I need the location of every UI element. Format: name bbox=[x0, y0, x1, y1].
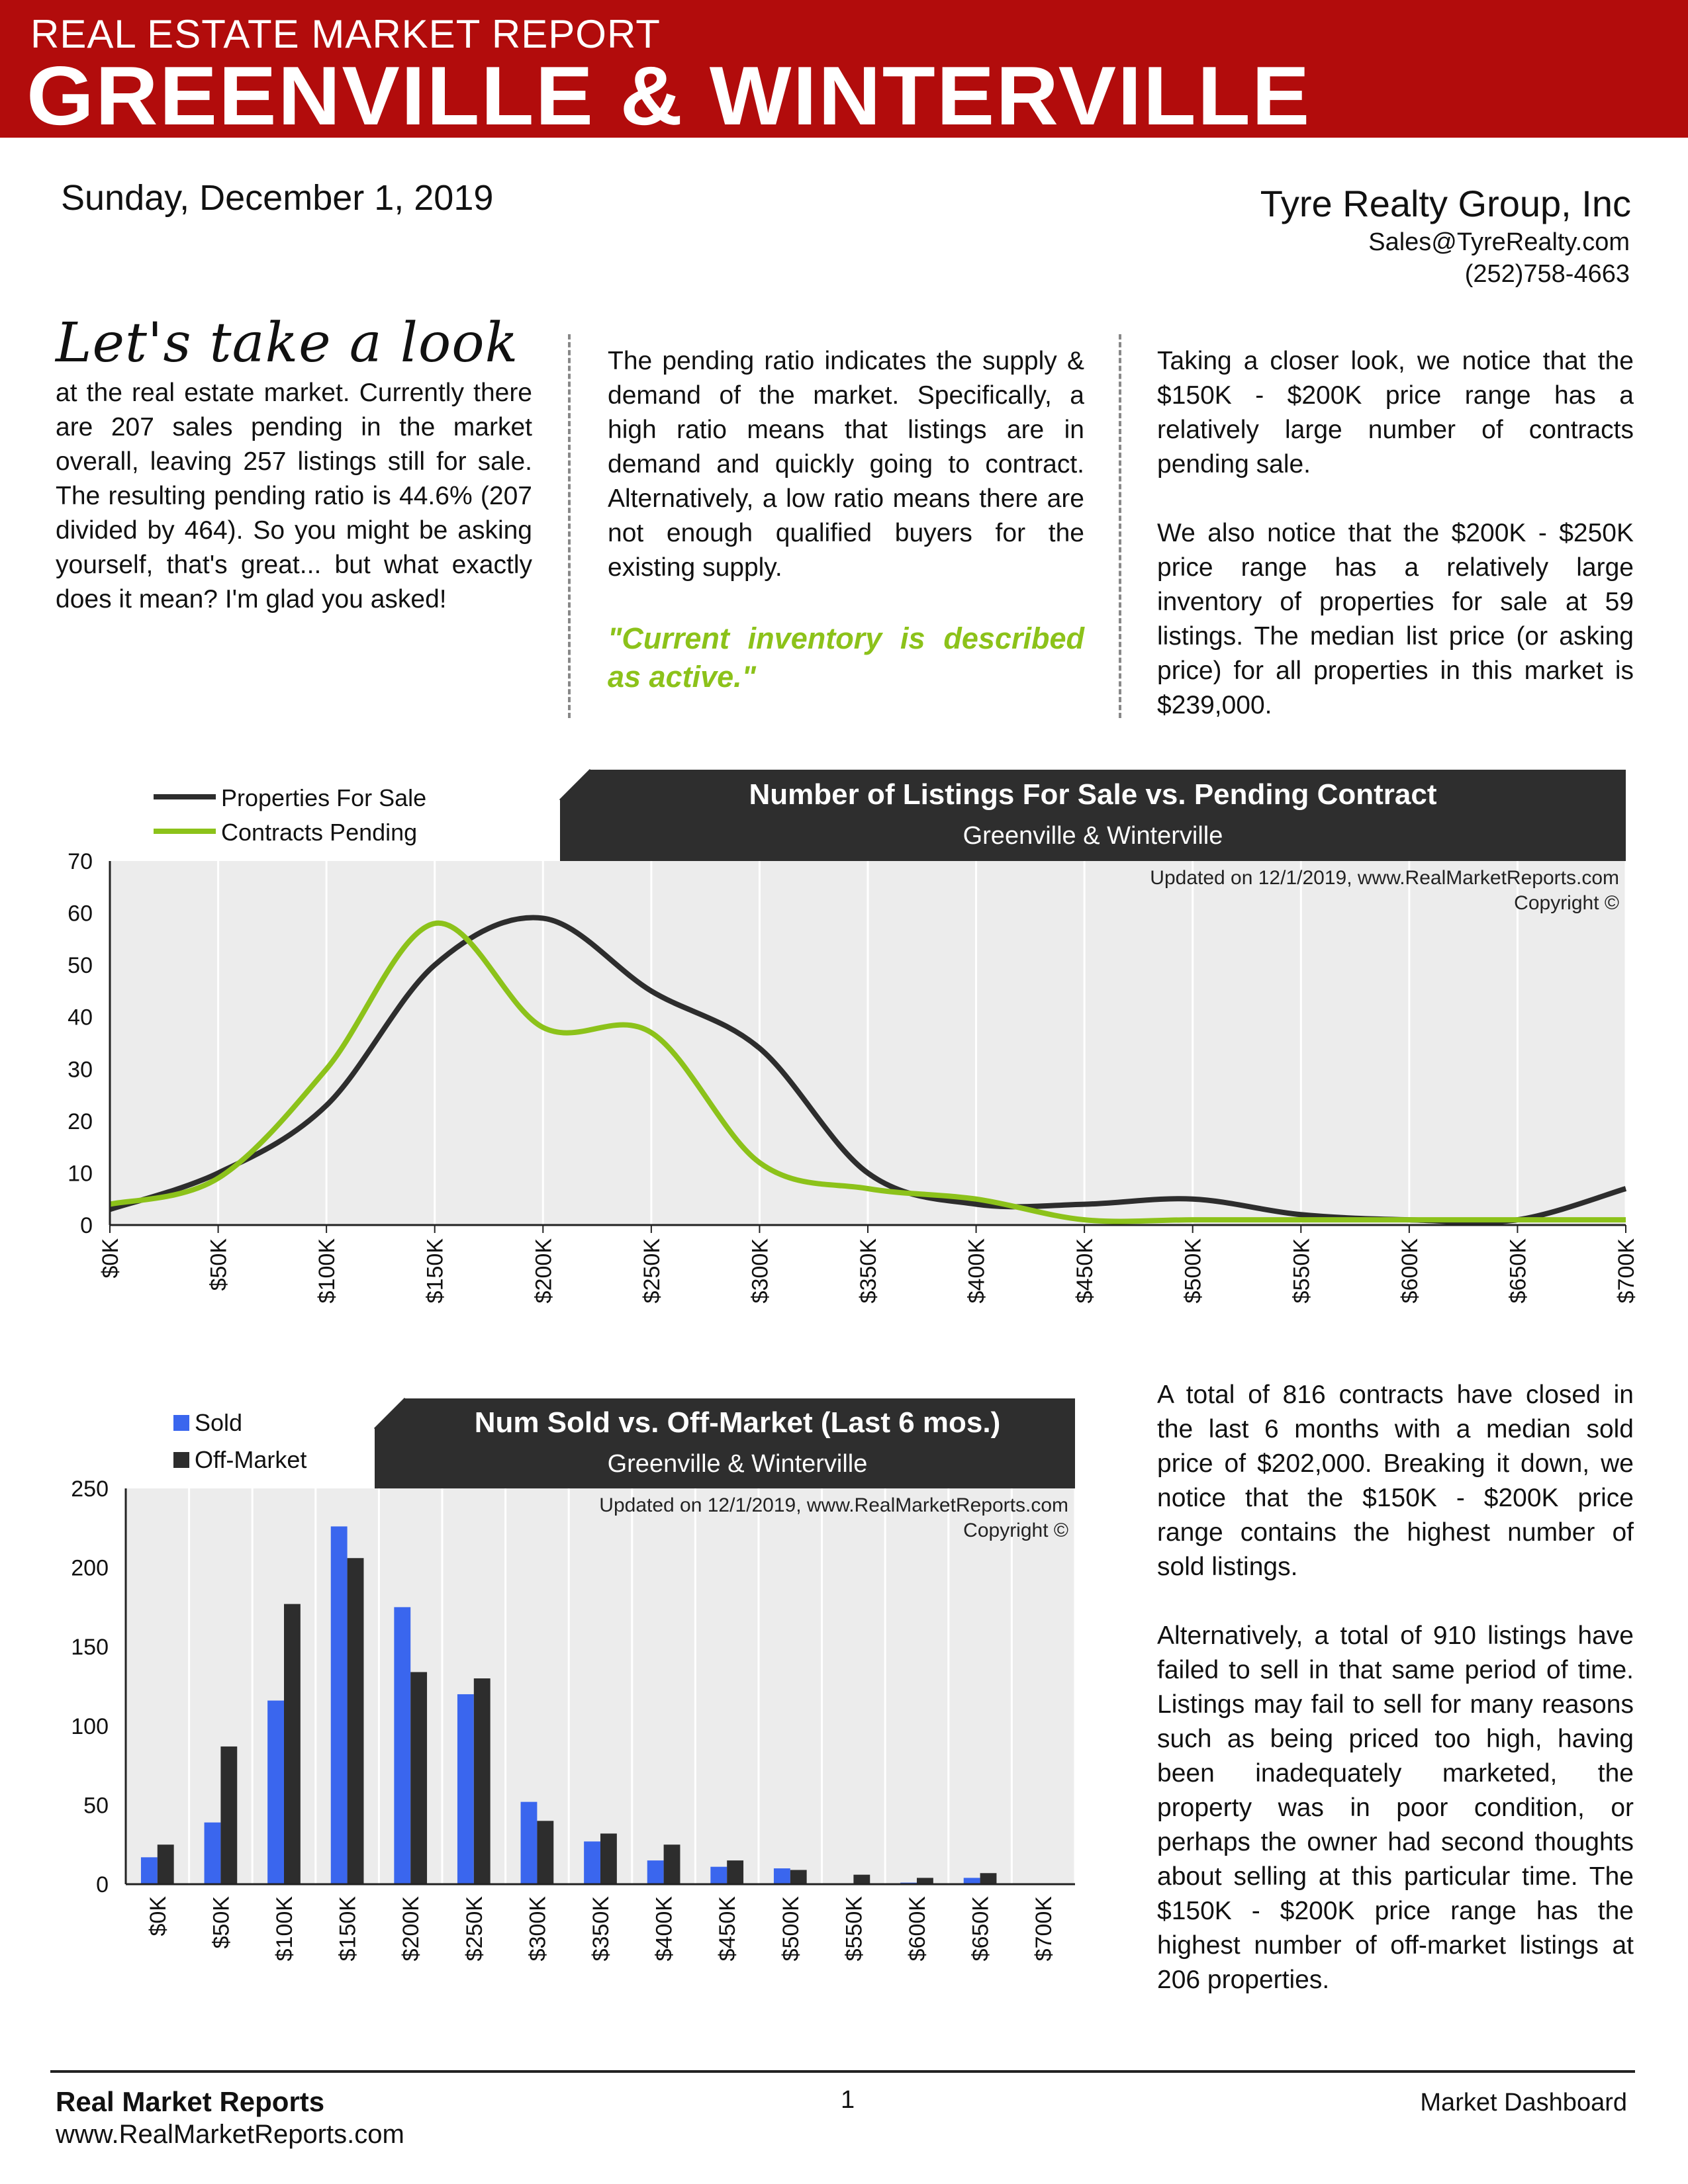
bar-sold bbox=[774, 1868, 790, 1884]
bar-sold bbox=[521, 1802, 538, 1884]
y-tick-label: 40 bbox=[68, 1005, 93, 1030]
bar-chart-copyright: Copyright © bbox=[963, 1520, 1068, 1541]
closer-look-p2: We also notice that the $200K - $250K price range has a relatively large inventory of properties for sale at 59 listings. The median list price (or asking price) for all properties in this market is $239,000. bbox=[1157, 519, 1634, 719]
line-chart-x-axis bbox=[98, 1225, 1639, 1303]
bar-off-market bbox=[853, 1875, 870, 1884]
sold-summary-p2: Alternatively, a total of 910 listings have failed to sell in that same period of time. Listings may fail to sell for many reasons such as being priced too high, having been inadequately marketed, the property was in poor condition, or perhaps the owner had second thoughts about selling at this particular time. The $150K - $200K price range has the highest number of off-market listings at 206 properties. bbox=[1157, 1621, 1634, 1994]
bar-chart-legend bbox=[173, 1409, 306, 1473]
y-tick-label: 250 bbox=[71, 1477, 109, 1502]
sold-vs-off-market-chart bbox=[0, 1383, 1099, 2012]
company-email: Sales@TyreRealty.com bbox=[1368, 228, 1630, 256]
intro-body: at the real estate market. Currently there are 207 sales pending in the market overall, leaving 257 listings still for sale. The resulting pending ratio is 44.6% (207 divided by 464). So you might be asking yourself, that's great... but what exactly does it mean? I'm glad you asked! bbox=[56, 379, 532, 614]
legend-label-for-sale: Properties For Sale bbox=[221, 784, 427, 811]
x-tick-label: $0K bbox=[145, 1896, 171, 1936]
x-tick-label: $550K bbox=[1289, 1238, 1315, 1304]
pending-ratio-column bbox=[608, 344, 1084, 696]
legend-label-off-market: Off-Market bbox=[195, 1446, 307, 1473]
listings-vs-pending-chart bbox=[0, 754, 1688, 1350]
page-number: 1 bbox=[841, 2086, 855, 2114]
bar-chart-x-axis bbox=[146, 1896, 1056, 1962]
bar-off-market bbox=[537, 1821, 553, 1884]
sold-summary-p1: A total of 816 contracts have closed in the last 6 months with a median sold price of $202,000. Breaking it down, we notice that the $150K - $200K price range contains the highest number of sold listings. bbox=[1157, 1381, 1634, 1581]
y-tick-label: 100 bbox=[71, 1713, 109, 1739]
bar-sold bbox=[141, 1857, 158, 1884]
x-tick-label: $550K bbox=[841, 1896, 867, 1962]
x-tick-label: $650K bbox=[968, 1896, 994, 1962]
footer-section-label: Market Dashboard bbox=[1420, 2089, 1627, 2116]
line-chart-subtitle: Greenville & Winterville bbox=[962, 822, 1223, 850]
x-tick-label: $100K bbox=[314, 1238, 340, 1304]
report-city-title: GREENVILLE & WINTERVILLE bbox=[26, 49, 1311, 142]
footer-url: www.RealMarketReports.com bbox=[56, 2120, 404, 2149]
bar-off-market bbox=[410, 1672, 427, 1884]
footer-brand: Real Market Reports bbox=[56, 2086, 325, 2117]
x-tick-label: $650K bbox=[1505, 1238, 1531, 1304]
sold-summary-column bbox=[1157, 1378, 1634, 1997]
line-chart-copyright: Copyright © bbox=[1514, 892, 1619, 914]
y-tick-label: 20 bbox=[68, 1109, 93, 1134]
bar-sold bbox=[584, 1841, 600, 1884]
y-tick-label: 70 bbox=[68, 849, 93, 874]
closer-look-p1: Taking a closer look, we notice that the $150K - $200K price range has a relatively large number of contracts pending sale. bbox=[1157, 347, 1634, 478]
bar-chart-y-axis bbox=[71, 1477, 109, 1897]
x-tick-label: $250K bbox=[639, 1238, 665, 1304]
x-tick-label: $450K bbox=[1072, 1238, 1098, 1304]
line-chart-y-axis bbox=[68, 849, 93, 1238]
x-tick-label: $150K bbox=[335, 1896, 361, 1962]
legend-label-pending: Contracts Pending bbox=[221, 819, 418, 846]
column-divider bbox=[568, 334, 571, 718]
y-tick-label: 0 bbox=[96, 1872, 109, 1897]
closer-look-column bbox=[1157, 344, 1634, 723]
bar-sold bbox=[205, 1823, 221, 1884]
bar-off-market bbox=[600, 1833, 617, 1884]
report-date: Sunday, December 1, 2019 bbox=[61, 178, 494, 218]
x-tick-label: $50K bbox=[209, 1896, 234, 1949]
x-tick-label: $0K bbox=[98, 1238, 123, 1279]
x-tick-label: $400K bbox=[651, 1896, 677, 1962]
intro-column bbox=[56, 376, 532, 617]
column-divider bbox=[1119, 334, 1121, 718]
x-tick-label: $300K bbox=[525, 1896, 551, 1962]
bar-off-market bbox=[664, 1844, 680, 1884]
x-tick-label: $200K bbox=[531, 1238, 557, 1304]
y-tick-label: 200 bbox=[71, 1555, 109, 1581]
x-tick-label: $700K bbox=[1614, 1238, 1639, 1304]
line-chart-title: Number of Listings For Sale vs. Pending Contract bbox=[749, 778, 1437, 811]
bar-off-market bbox=[348, 1558, 364, 1884]
pending-ratio-body: The pending ratio indicates the supply & demand of the market. Specifically, a high ratio means that listings are in demand and quickly going to contract. Alternatively, a low ratio means there are not enough qualified buyers for the existing supply. bbox=[608, 347, 1084, 582]
bar-sold bbox=[267, 1701, 284, 1884]
y-tick-label: 50 bbox=[83, 1793, 109, 1819]
line-chart-legend bbox=[154, 784, 426, 846]
x-tick-label: $50K bbox=[206, 1238, 232, 1291]
legend-swatch-sold bbox=[173, 1415, 189, 1431]
company-phone: (252)758-4663 bbox=[1464, 260, 1630, 288]
legend-label-sold: Sold bbox=[195, 1409, 243, 1436]
x-tick-label: $400K bbox=[964, 1238, 990, 1304]
x-tick-label: $350K bbox=[856, 1238, 881, 1304]
y-tick-label: 60 bbox=[68, 901, 93, 927]
bar-sold bbox=[394, 1607, 410, 1884]
x-tick-label: $200K bbox=[399, 1896, 424, 1962]
y-tick-label: 150 bbox=[71, 1635, 109, 1661]
y-tick-label: 50 bbox=[68, 953, 93, 979]
x-tick-label: $500K bbox=[1180, 1238, 1206, 1304]
x-tick-label: $100K bbox=[272, 1896, 297, 1962]
y-tick-label: 10 bbox=[68, 1161, 93, 1187]
footer-rule bbox=[50, 2070, 1635, 2073]
x-tick-label: $600K bbox=[1397, 1238, 1423, 1304]
bar-chart-subtitle: Greenville & Winterville bbox=[607, 1450, 868, 1478]
bar-off-market bbox=[220, 1747, 237, 1884]
intro-script-heading: Let's take a look bbox=[56, 312, 519, 375]
x-tick-label: $150K bbox=[422, 1238, 448, 1304]
x-tick-label: $600K bbox=[905, 1896, 930, 1962]
bar-chart-updated-note: Updated on 12/1/2019, www.RealMarketReports.com bbox=[599, 1494, 1068, 1516]
bar-sold bbox=[710, 1867, 727, 1884]
x-tick-label: $700K bbox=[1031, 1896, 1057, 1962]
legend-swatch-off-market bbox=[173, 1452, 189, 1468]
x-tick-label: $350K bbox=[588, 1896, 614, 1962]
bar-sold bbox=[457, 1694, 474, 1884]
bar-off-market bbox=[790, 1870, 807, 1884]
y-tick-label: 30 bbox=[68, 1057, 93, 1083]
bar-chart-title: Num Sold vs. Off-Market (Last 6 mos.) bbox=[474, 1406, 1001, 1439]
x-tick-label: $450K bbox=[715, 1896, 741, 1962]
x-tick-label: $500K bbox=[778, 1896, 804, 1962]
bar-sold bbox=[647, 1860, 664, 1884]
y-tick-label: 0 bbox=[80, 1213, 93, 1238]
x-tick-label: $250K bbox=[461, 1896, 487, 1962]
company-name: Tyre Realty Group, Inc bbox=[1260, 183, 1631, 224]
pull-quote: "Current inventory is described as active." bbox=[608, 621, 1084, 694]
bar-off-market bbox=[980, 1873, 997, 1884]
line-chart-updated-note: Updated on 12/1/2019, www.RealMarketReports.com bbox=[1150, 867, 1619, 889]
bar-sold bbox=[331, 1526, 348, 1884]
report-kicker: REAL ESTATE MARKET REPORT bbox=[30, 12, 661, 56]
bar-off-market bbox=[727, 1860, 743, 1884]
bar-off-market bbox=[474, 1678, 491, 1884]
x-tick-label: $300K bbox=[747, 1238, 773, 1304]
bar-off-market bbox=[284, 1604, 301, 1884]
bar-off-market bbox=[158, 1844, 174, 1884]
